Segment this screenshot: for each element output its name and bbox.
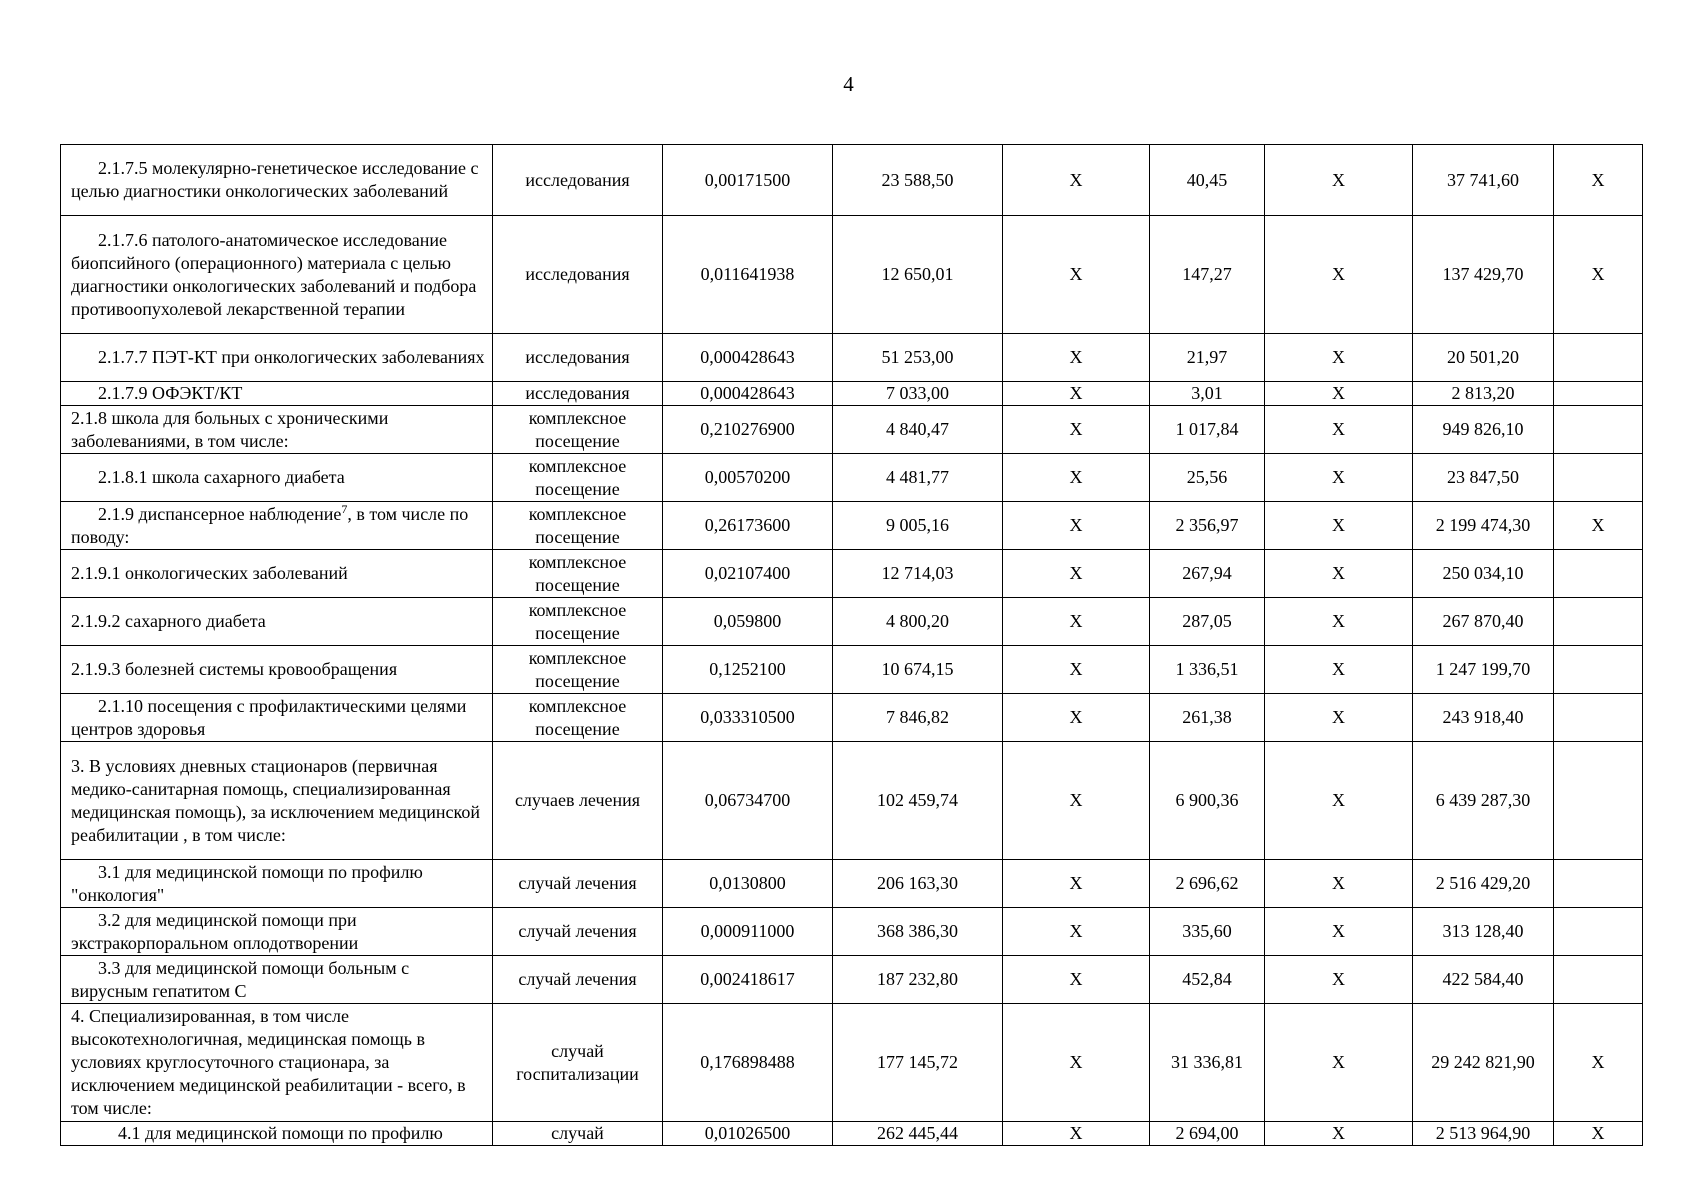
row-volume: 0,0130800 xyxy=(663,860,833,908)
row-name: 2.1.9.2 сахарного диабета xyxy=(61,598,493,646)
row-cost: 4 840,47 xyxy=(833,406,1003,454)
row-col6: 40,45 xyxy=(1150,145,1265,216)
row-unit: комплексное посещение xyxy=(493,406,663,454)
table-row xyxy=(61,646,1643,694)
row-col5: Х xyxy=(1003,454,1150,502)
row-unit: комплексное посещение xyxy=(493,598,663,646)
row-unit: исследования xyxy=(493,382,663,406)
row-unit: исследования xyxy=(493,334,663,382)
row-volume: 0,06734700 xyxy=(663,742,833,860)
row-col6: 2 694,00 xyxy=(1150,1122,1265,1146)
row-col8: 250 034,10 xyxy=(1413,550,1554,598)
row-col5: Х xyxy=(1003,908,1150,956)
row-name: 2.1.9.1 онкологических заболеваний xyxy=(61,550,493,598)
row-col8: 2 813,20 xyxy=(1413,382,1554,406)
row-col8: 137 429,70 xyxy=(1413,216,1554,334)
row-col5: Х xyxy=(1003,145,1150,216)
row-col5: Х xyxy=(1003,334,1150,382)
row-unit: случай госпитализации xyxy=(493,1004,663,1122)
row-col5: Х xyxy=(1003,956,1150,1004)
table-row xyxy=(61,334,1643,382)
row-volume: 0,210276900 xyxy=(663,406,833,454)
table-row xyxy=(61,550,1643,598)
row-volume: 0,02107400 xyxy=(663,550,833,598)
row-col8: 29 242 821,90 xyxy=(1413,1004,1554,1122)
row-unit: комплексное посещение xyxy=(493,550,663,598)
row-name-rest: , в том числе по поводу: xyxy=(71,503,469,547)
row-col9 xyxy=(1554,742,1643,860)
data-table xyxy=(60,144,1643,1146)
row-cost: 187 232,80 xyxy=(833,956,1003,1004)
row-col6: 6 900,36 xyxy=(1150,742,1265,860)
row-col9 xyxy=(1554,406,1643,454)
row-unit: случаев лечения xyxy=(493,742,663,860)
row-col6: 21,97 xyxy=(1150,334,1265,382)
table-row xyxy=(61,598,1643,646)
row-name: 3. В условиях дневных стационаров (первичная медико-санитарная помощь, специализированная медицинская помощь), за исключением медицинской реабилитации , в том числе: xyxy=(61,742,493,860)
row-volume: 0,26173600 xyxy=(663,502,833,550)
row-col8: 949 826,10 xyxy=(1413,406,1554,454)
row-col7: Х xyxy=(1265,406,1413,454)
row-col9 xyxy=(1554,382,1643,406)
row-cost: 10 674,15 xyxy=(833,646,1003,694)
row-name: 3.3 для медицинской помощи больным с вирусным гепатитом С xyxy=(61,956,493,1004)
row-cost: 12 714,03 xyxy=(833,550,1003,598)
row-col7: Х xyxy=(1265,334,1413,382)
row-col7: Х xyxy=(1265,598,1413,646)
table-row xyxy=(61,502,1643,550)
table-row xyxy=(61,216,1643,334)
row-col9 xyxy=(1554,694,1643,742)
row-unit: случай лечения xyxy=(493,860,663,908)
row-col5: Х xyxy=(1003,1122,1150,1146)
row-col5: Х xyxy=(1003,382,1150,406)
row-name: 2.1.7.5 молекулярно-генетическое исследование с целью диагностики онкологических заболеваний xyxy=(61,145,493,216)
row-col9 xyxy=(1554,598,1643,646)
row-col8: 1 247 199,70 xyxy=(1413,646,1554,694)
row-col7: Х xyxy=(1265,1004,1413,1122)
row-unit: комплексное посещение xyxy=(493,502,663,550)
row-cost: 262 445,44 xyxy=(833,1122,1003,1146)
row-volume: 0,059800 xyxy=(663,598,833,646)
row-volume: 0,000428643 xyxy=(663,382,833,406)
row-col7: Х xyxy=(1265,550,1413,598)
row-col9 xyxy=(1554,550,1643,598)
row-col6: 261,38 xyxy=(1150,694,1265,742)
row-col8: 243 918,40 xyxy=(1413,694,1554,742)
row-volume: 0,000428643 xyxy=(663,334,833,382)
row-unit: комплексное посещение xyxy=(493,454,663,502)
row-name: 4. Специализированная, в том числе высокотехнологичная, медицинская помощь в условиях круглосуточного стационара, за исключением медицинской реабилитации - всего, в том числе: xyxy=(61,1004,493,1122)
row-volume: 0,002418617 xyxy=(663,956,833,1004)
row-cost: 4 481,77 xyxy=(833,454,1003,502)
row-col9: Х xyxy=(1554,216,1643,334)
row-cost: 23 588,50 xyxy=(833,145,1003,216)
row-col7: Х xyxy=(1265,145,1413,216)
row-col7: Х xyxy=(1265,908,1413,956)
row-name: 2.1.10 посещения с профилактическими целями центров здоровья xyxy=(61,694,493,742)
row-volume: 0,011641938 xyxy=(663,216,833,334)
row-col5: Х xyxy=(1003,860,1150,908)
page-number: 4 xyxy=(843,72,854,96)
row-col9 xyxy=(1554,908,1643,956)
row-cost: 7 846,82 xyxy=(833,694,1003,742)
row-col7: Х xyxy=(1265,454,1413,502)
table-row xyxy=(61,742,1643,860)
row-col5: Х xyxy=(1003,646,1150,694)
row-col5: Х xyxy=(1003,216,1150,334)
row-col9: Х xyxy=(1554,145,1643,216)
row-col5: Х xyxy=(1003,550,1150,598)
row-cost: 7 033,00 xyxy=(833,382,1003,406)
row-volume: 0,033310500 xyxy=(663,694,833,742)
row-col9 xyxy=(1554,646,1643,694)
table-row xyxy=(61,382,1643,406)
row-col8: 2 516 429,20 xyxy=(1413,860,1554,908)
table-row xyxy=(61,1004,1643,1122)
row-col6: 267,94 xyxy=(1150,550,1265,598)
row-col9 xyxy=(1554,454,1643,502)
row-unit: случай лечения xyxy=(493,956,663,1004)
row-col5: Х xyxy=(1003,502,1150,550)
row-volume: 0,176898488 xyxy=(663,1004,833,1122)
row-cost: 12 650,01 xyxy=(833,216,1003,334)
row-col7: Х xyxy=(1265,694,1413,742)
row-col7: Х xyxy=(1265,382,1413,406)
table-row xyxy=(61,908,1643,956)
row-volume: 0,00171500 xyxy=(663,145,833,216)
row-col6: 25,56 xyxy=(1150,454,1265,502)
row-unit: комплексное посещение xyxy=(493,646,663,694)
row-col8: 422 584,40 xyxy=(1413,956,1554,1004)
row-col8: 23 847,50 xyxy=(1413,454,1554,502)
row-unit: исследования xyxy=(493,216,663,334)
row-name xyxy=(61,502,493,550)
row-volume: 0,01026500 xyxy=(663,1122,833,1146)
row-col6: 452,84 xyxy=(1150,956,1265,1004)
row-name: 3.2 для медицинской помощи при экстракорпоральном оплодотворении xyxy=(61,908,493,956)
row-volume: 0,1252100 xyxy=(663,646,833,694)
row-name: 2.1.8.1 школа сахарного диабета xyxy=(61,454,493,502)
row-col6: 335,60 xyxy=(1150,908,1265,956)
table-row xyxy=(61,694,1643,742)
row-col8: 6 439 287,30 xyxy=(1413,742,1554,860)
row-col8: 2 513 964,90 xyxy=(1413,1122,1554,1146)
row-name: 2.1.7.9 ОФЭКТ/КТ xyxy=(61,382,493,406)
row-volume: 0,000911000 xyxy=(663,908,833,956)
row-col5: Х xyxy=(1003,694,1150,742)
row-cost: 9 005,16 xyxy=(833,502,1003,550)
row-col7: Х xyxy=(1265,742,1413,860)
row-col7: Х xyxy=(1265,216,1413,334)
row-col7: Х xyxy=(1265,860,1413,908)
row-col8: 2 199 474,30 xyxy=(1413,502,1554,550)
table-row xyxy=(61,145,1643,216)
table-row xyxy=(61,860,1643,908)
row-col9: Х xyxy=(1554,502,1643,550)
row-name-text: 2.1.9 диспансерное наблюдение xyxy=(98,503,342,524)
row-col6: 2 696,62 xyxy=(1150,860,1265,908)
footnote-marker: 7 xyxy=(341,501,348,516)
row-col7: Х xyxy=(1265,646,1413,694)
row-name: 4.1 для медицинской помощи по профилю xyxy=(61,1122,493,1146)
row-col6: 1 017,84 xyxy=(1150,406,1265,454)
row-col9: Х xyxy=(1554,1004,1643,1122)
row-cost: 51 253,00 xyxy=(833,334,1003,382)
row-col9 xyxy=(1554,956,1643,1004)
table-row xyxy=(61,454,1643,502)
row-col9: Х xyxy=(1554,1122,1643,1146)
row-unit: случай лечения xyxy=(493,908,663,956)
row-col9 xyxy=(1554,334,1643,382)
row-cost: 177 145,72 xyxy=(833,1004,1003,1122)
row-name: 2.1.7.6 патолого-анатомическое исследование биопсийного (операционного) материала с целью диагностики онкологических заболеваний и подбора противоопухолевой лекарственной терапии xyxy=(61,216,493,334)
row-cost: 102 459,74 xyxy=(833,742,1003,860)
row-col6: 287,05 xyxy=(1150,598,1265,646)
row-name: 3.1 для медицинской помощи по профилю "онкология" xyxy=(61,860,493,908)
row-cost: 4 800,20 xyxy=(833,598,1003,646)
row-name: 2.1.7.7 ПЭТ-КТ при онкологических заболеваниях xyxy=(61,334,493,382)
row-col5: Х xyxy=(1003,1004,1150,1122)
row-col5: Х xyxy=(1003,598,1150,646)
row-col7: Х xyxy=(1265,956,1413,1004)
row-col7: Х xyxy=(1265,1122,1413,1146)
row-name: 2.1.8 школа для больных с хроническими заболеваниями, в том числе: xyxy=(61,406,493,454)
row-col6: 1 336,51 xyxy=(1150,646,1265,694)
table-row xyxy=(61,1122,1643,1146)
row-cost: 368 386,30 xyxy=(833,908,1003,956)
row-unit: комплексное посещение xyxy=(493,694,663,742)
row-col8: 267 870,40 xyxy=(1413,598,1554,646)
row-col8: 313 128,40 xyxy=(1413,908,1554,956)
row-col8: 20 501,20 xyxy=(1413,334,1554,382)
row-volume: 0,00570200 xyxy=(663,454,833,502)
table-row xyxy=(61,956,1643,1004)
row-col7: Х xyxy=(1265,502,1413,550)
row-cost: 206 163,30 xyxy=(833,860,1003,908)
row-unit: исследования xyxy=(493,145,663,216)
row-col5: Х xyxy=(1003,406,1150,454)
row-unit: случай xyxy=(493,1122,663,1146)
row-col8: 37 741,60 xyxy=(1413,145,1554,216)
row-name: 2.1.9.3 болезней системы кровообращения xyxy=(61,646,493,694)
row-col9 xyxy=(1554,860,1643,908)
table-row xyxy=(61,406,1643,454)
row-col5: Х xyxy=(1003,742,1150,860)
row-col6: 147,27 xyxy=(1150,216,1265,334)
row-col6: 3,01 xyxy=(1150,382,1265,406)
row-col6: 2 356,97 xyxy=(1150,502,1265,550)
row-col6: 31 336,81 xyxy=(1150,1004,1265,1122)
